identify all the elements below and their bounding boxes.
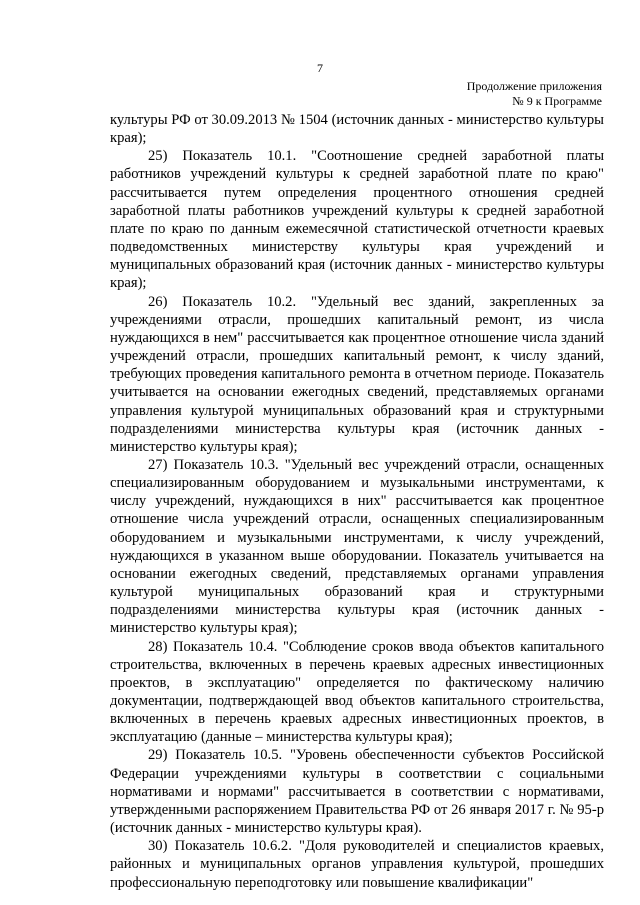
paragraph-item-29: 29) Показатель 10.5. "Уровень обеспеченности субъектов Российской Федерации учреждениями культуры в соответствии с социальными нормативами и нормами" рассчитывается в соответствии с нормативами, утвержденными распоряжением Правительства РФ от 26 января 2017 г. № 95-р (источник данных - министерство культуры края). (110, 747, 604, 837)
document-body (110, 111, 604, 892)
paragraph-item-27: 27) Показатель 10.3. "Удельный вес учреждений отрасли, оснащенных специализированным оборудованием и музыкальными инструментами, к числу учреждений, нуждающихся в них" рассчитывается как процентное отношение числа учреждений отрасли, оснащенных специализированным оборудованием и музыкальными инструментами, к числу учреждений, нуждающихся в указанном выше оборудовании. Показатель учитывается на основании ежегодных сведений, представляемых органами управления культурой муниципальных образований края и структурными подразделениями министерства культуры края (источник данных - министерство культуры края); (110, 456, 604, 637)
paragraph-item-30: 30) Показатель 10.6.2. "Доля руководителей и специалистов краевых, районных и муниципальных органов управления культурой, прошедших профессиональную переподготовку или повышение квалификации" (110, 838, 604, 891)
paragraph-item-26: 26) Показатель 10.2. "Удельный вес зданий, закрепленных за учреждениями отрасли, прошедших капитальный ремонт, из числа нуждающихся в нем" рассчитывается как процентное отношение числа зданий учреждений отрасли, прошедших капитальный ремонт, к числу зданий, требующих проведения капитального ремонта в отчетном периоде. Показатель учитывается на основании ежегодных сведений, представляемых органами управления культурой муниципальных образований края и структурными подразделениями министерства культуры края (источник данных - министерство культуры края); (110, 293, 604, 455)
appendix-header-line-2: № 9 к Программе (512, 94, 602, 108)
appendix-header-line-1: Продолжение приложения (466, 79, 602, 93)
page-number: 7 (317, 61, 323, 75)
paragraph-item-25: 25) Показатель 10.1. "Соотношение средней заработной платы работников учреждений культуры к средней заработной плате по краю" рассчитывается путем определения процентного отношения средней заработной платы работников учреждений культуры к средней заработной плате по краю по данным ежемесячной статистической отчетности краевых подведомственных министерству культуры края учреждений и муниципальных образований края (источник данных - министерство культуры края); (110, 148, 604, 292)
paragraph-item-28: 28) Показатель 10.4. "Соблюдение сроков ввода объектов капитального строительства, включенных в перечень краевых адресных инвестиционных проектов, в эксплуатацию" определяется по фактическому наличию документации, подтверждающей ввод объектов капитального строительства, включенных в перечень краевых адресных инвестиционных проектов, в эксплуатацию (данные – министерства культуры края); (110, 638, 604, 746)
paragraph-continuation: культуры РФ от 30.09.2013 № 1504 (источник данных - министерство культуры края); (110, 112, 604, 147)
appendix-header (467, 79, 602, 109)
